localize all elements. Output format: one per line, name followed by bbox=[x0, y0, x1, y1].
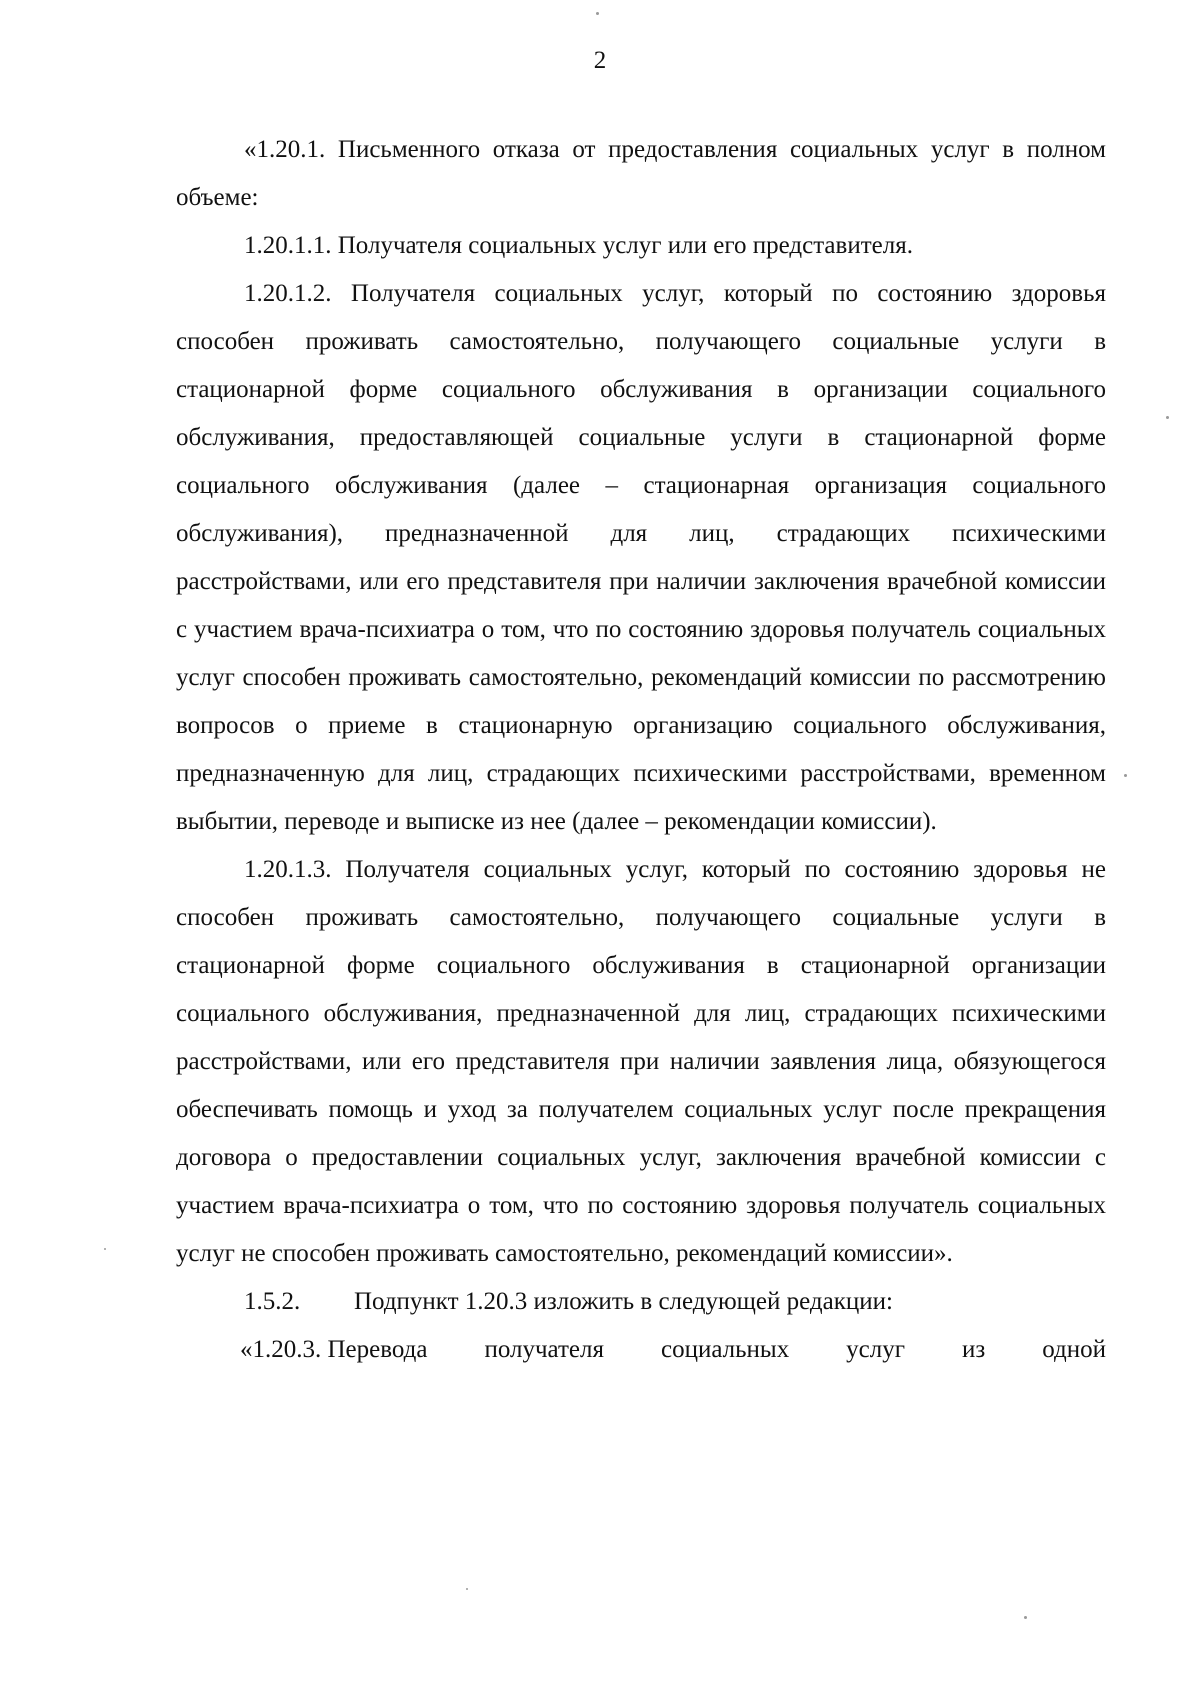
scan-speck bbox=[1024, 1616, 1027, 1619]
scan-speck bbox=[104, 1248, 106, 1250]
paragraph-1-20-1-3: 1.20.1.3. Получателя социальных услуг, который по состоянию здоровья не способен проживать самостоятельно, получающего социальные услуги в стационарной форме социального обслуживания в стационарной организации социального обслуживания, предназначенной для лиц, страдающих психическими расстройствами, или его представителя при наличии заявления лица, обязующегося обеспечивать помощь и уход за получателем социальных услуг после прекращения договора о предоставлении социальных услуг, заключения врачебной комиссии с участием врача-психиатра о том, что по состоянию здоровья получатель социальных услуг не способен проживать самостоятельно, рекомендаций комиссии». bbox=[176, 856, 1106, 1267]
paragraph-1-20-3-word: получателя bbox=[484, 1336, 604, 1363]
paragraph-1-20-3-word: услуг bbox=[846, 1336, 905, 1363]
paragraph-1-20-3-word: социальных bbox=[660, 1336, 790, 1363]
scan-speck bbox=[466, 1588, 468, 1590]
item-1-5-2 bbox=[176, 1278, 1106, 1326]
paragraph-1-20-1-1: 1.20.1.1. Получателя социальных услуг или его представителя. bbox=[244, 232, 913, 259]
page-number: 2 bbox=[593, 47, 607, 74]
scan-speck bbox=[1166, 416, 1169, 419]
paragraph-1-20-1-2: 1.20.1.2. Получателя социальных услуг, который по состоянию здоровья способен проживать самостоятельно, получающего социальные услуги в стационарной форме социального обслуживания в организации социального обслуживания, предоставляющей социальные услуги в стационарной форме социального обслуживания (далее – стационарная организация социального обслуживания), предназначенной для лиц, страдающих психическими расстройствами, или его представителя при наличии заключения врачебной комиссии с участием врача-психиатра о том, что по состоянию здоровья получатель социальных услуг способен проживать самостоятельно, рекомендаций комиссии по рассмотрению вопросов о приеме в стационарную организацию социального обслуживания, предназначенную для лиц, страдающих психическими расстройствами, временном выбытии, переводе и выписке из нее (далее – рекомендации комиссии). bbox=[176, 280, 1106, 835]
scan-speck bbox=[596, 12, 599, 15]
paragraph-1-20-3-start bbox=[176, 1326, 1106, 1374]
paragraph-1-20-3-word: «1.20.3. Перевода bbox=[240, 1336, 428, 1363]
scan-speck bbox=[1124, 774, 1127, 777]
paragraph-1-20-3-word: из bbox=[961, 1336, 986, 1363]
paragraph-1-20-1: «1.20.1. Письменного отказа от предоставления социальных услуг в полном объеме: bbox=[176, 136, 1106, 211]
item-1-5-2-number: 1.5.2. bbox=[244, 1288, 301, 1315]
document-body bbox=[176, 126, 1106, 1374]
paragraph-1-20-3-word: одной bbox=[1042, 1336, 1106, 1363]
item-1-5-2-text: Подпункт 1.20.3 изложить в следующей редакции: bbox=[354, 1288, 893, 1315]
